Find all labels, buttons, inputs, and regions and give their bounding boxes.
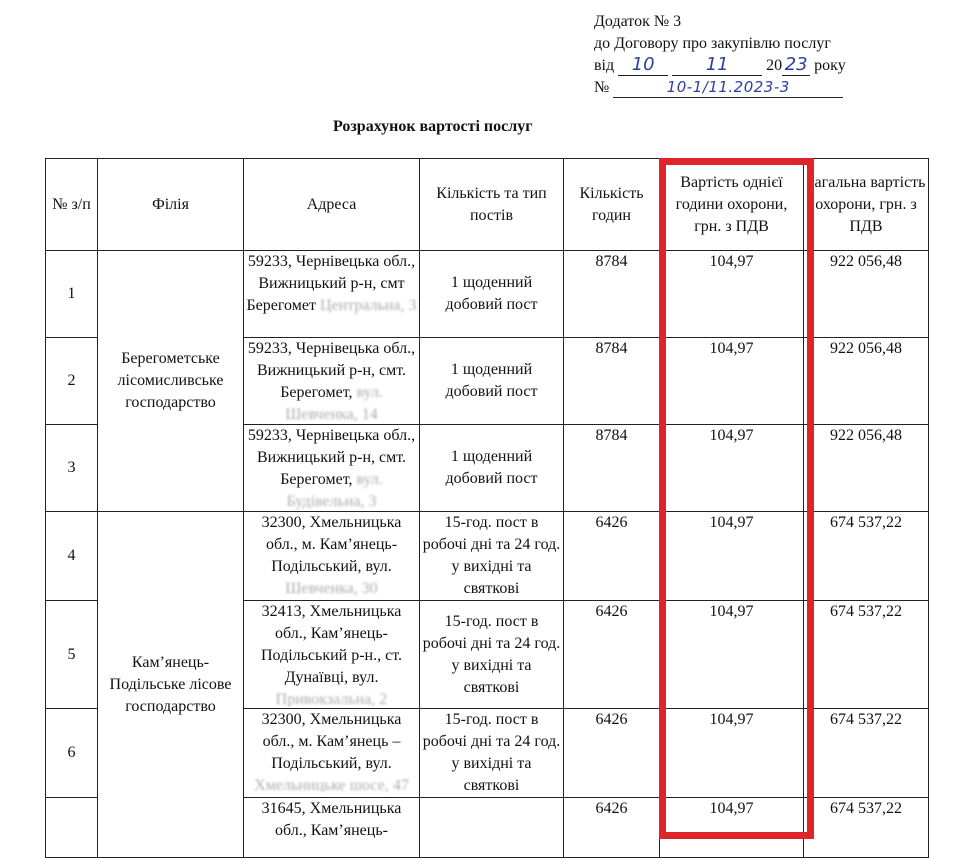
address-cell <box>244 798 420 858</box>
date-line <box>594 55 846 77</box>
address-cell <box>244 425 420 512</box>
posts-cell: 15-год. пост в робочі дні та 24 год. у вихідні та святкові <box>420 709 564 798</box>
rate-cell: 104,97 <box>660 512 804 601</box>
date-month: 11 <box>672 55 762 76</box>
address-cell <box>244 251 420 338</box>
hours-cell: 8784 <box>564 338 660 425</box>
row-num: 4 <box>46 512 98 601</box>
address-faded: Центральна, 3 <box>319 297 417 314</box>
address-text: 32300, Хмельницька обл., м. Кам’янець-Подільський, вул. <box>261 514 402 575</box>
row-num: 6 <box>46 709 98 798</box>
contract-header <box>594 11 846 99</box>
total-cell: 674 537,22 <box>804 798 929 858</box>
row-num <box>46 798 98 858</box>
table-row <box>46 512 929 601</box>
table-header-row <box>46 159 929 251</box>
total-cell: 674 537,22 <box>804 601 929 709</box>
address-text: 32413, Хмельницька обл., Кам’янець-Подільський р-н., ст. Дунаївці, вул. <box>260 603 403 686</box>
branch-cell: Кам’янець-Подільське лісове господарство <box>98 512 244 858</box>
address-text: 31645, Хмельницька обл., Кам’янець- <box>261 800 402 839</box>
date-prefix: від <box>594 57 615 74</box>
table-row <box>46 251 929 338</box>
address-text: 32300, Хмельницька обл., м. Кам’янець – Подільський, вул. <box>261 711 402 772</box>
date-day: 10 <box>618 55 668 76</box>
address-faded: вул. Будівельна, 3 <box>286 471 383 510</box>
address-faded: Хмельницьке шосе, 47 <box>254 777 409 793</box>
posts-cell <box>420 798 564 858</box>
document-title: Розрахунок вартості послуг <box>333 118 533 135</box>
hours-cell: 8784 <box>564 251 660 338</box>
posts-cell: 15-год. пост в робочі дні та 24 год. у вихідні та святкові <box>420 601 564 709</box>
date-suffix: року <box>814 57 846 74</box>
row-num: 1 <box>46 251 98 338</box>
row-num: 5 <box>46 601 98 709</box>
address-faded: Шевченка, 30 <box>285 580 378 597</box>
hours-cell: 6426 <box>564 512 660 601</box>
services-cost-table <box>45 158 929 858</box>
number-prefix: № <box>594 79 610 96</box>
address-faded: вул. Шевченка, 14 <box>285 384 383 423</box>
header-address: Адреса <box>244 159 420 251</box>
header-branch: Філія <box>98 159 244 251</box>
address-faded: Привокзальна, 2 <box>275 691 388 707</box>
header-posts: Кількість та тип постів <box>420 159 564 251</box>
header-num: № з/п <box>46 159 98 251</box>
date-year-prefix: 20 <box>766 57 783 74</box>
branch-cell: Берегометське лісомисливське господарство <box>98 251 244 512</box>
header-rate: Вартість однієї години охорони, грн. з ПДВ <box>660 159 804 251</box>
address-cell <box>244 709 420 798</box>
contract-line: до Договору про закупівлю послуг <box>594 35 831 52</box>
address-text: 59233, Чернівецька обл., Вижницький р-н, смт Берегомет <box>246 253 416 314</box>
address-cell <box>244 601 420 709</box>
posts-cell: 1 щоденний добовий пост <box>420 425 564 512</box>
total-cell: 922 056,48 <box>804 251 929 338</box>
address-text: 59233, Чернівецька обл., Вижницький р-н, смт. Берегомет, <box>247 427 416 488</box>
hours-cell: 6426 <box>564 601 660 709</box>
posts-cell: 15-год. пост в робочі дні та 24 год. у вихідні та святкові <box>420 512 564 601</box>
number-line <box>594 77 846 99</box>
hours-cell: 6426 <box>564 709 660 798</box>
row-num: 2 <box>46 338 98 425</box>
total-cell: 922 056,48 <box>804 338 929 425</box>
rate-cell: 104,97 <box>660 338 804 425</box>
appendix-line: Додаток № 3 <box>594 13 682 30</box>
total-cell: 674 537,22 <box>804 709 929 798</box>
row-num: 3 <box>46 425 98 512</box>
address-cell <box>244 512 420 601</box>
total-cell: 674 537,22 <box>804 512 929 601</box>
address-cell <box>244 338 420 425</box>
hours-cell: 8784 <box>564 425 660 512</box>
hours-cell: 6426 <box>564 798 660 858</box>
header-hours: Кількість годин <box>564 159 660 251</box>
header-total: Загальна вартість охорони, грн. з ПДВ <box>804 159 929 251</box>
rate-cell: 104,97 <box>660 709 804 798</box>
contract-number: 10-1/11.2023-3 <box>613 77 843 98</box>
address-text: 59233, Чернівецька обл., Вижницький р-н, смт. Берегомет, <box>247 340 416 401</box>
posts-cell: 1 щоденний добовий пост <box>420 251 564 338</box>
rate-cell: 104,97 <box>660 798 804 858</box>
rate-cell: 104,97 <box>660 251 804 338</box>
posts-cell: 1 щоденний добовий пост <box>420 338 564 425</box>
rate-cell: 104,97 <box>660 601 804 709</box>
total-cell: 922 056,48 <box>804 425 929 512</box>
date-year-suffix: 23 <box>782 55 810 76</box>
rate-cell: 104,97 <box>660 425 804 512</box>
